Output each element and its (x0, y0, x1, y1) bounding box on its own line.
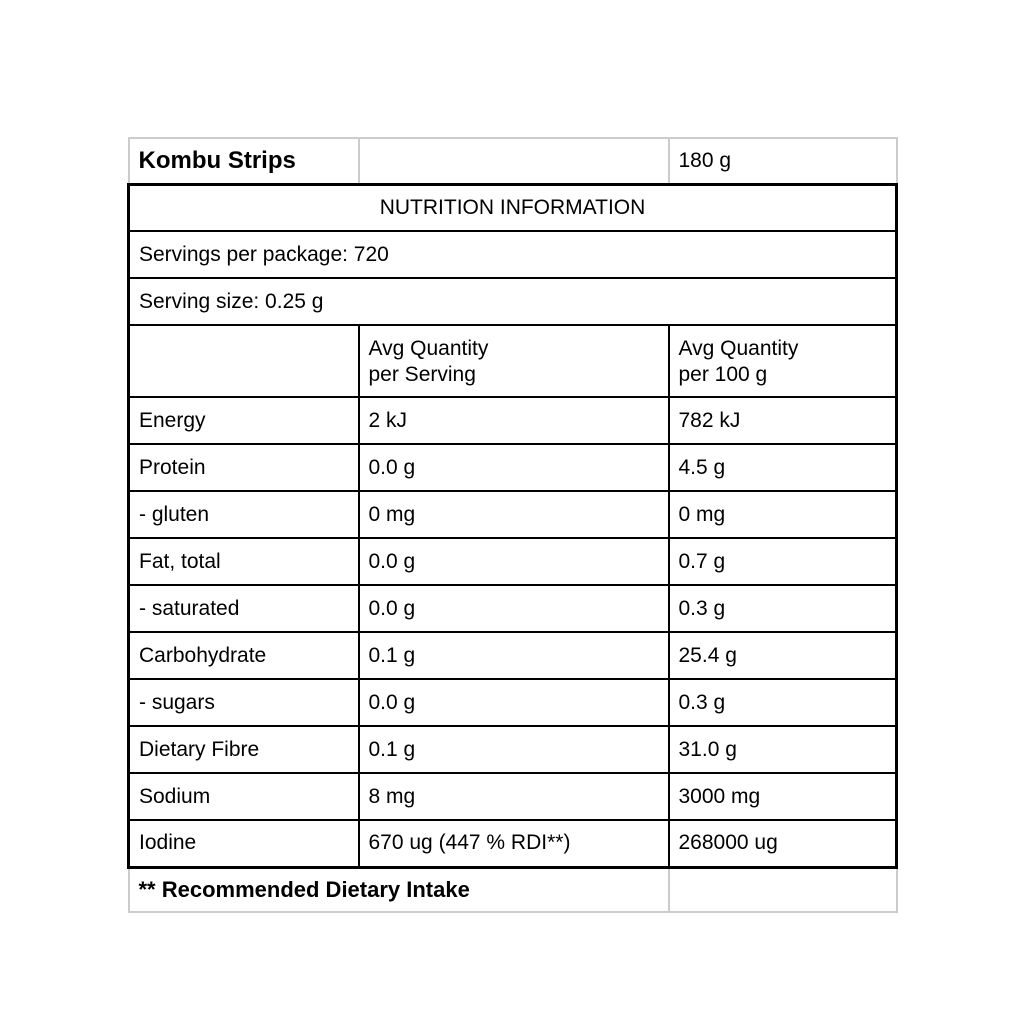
column-header-per-serving (359, 325, 669, 397)
column-header-per-100g (669, 325, 897, 397)
per-100g-cell: 25.4 g (669, 632, 897, 679)
per-serving-cell: 0.0 g (359, 679, 669, 726)
col-header-100g-line1: Avg Quantity (678, 337, 799, 361)
per-serving-cell: 2 kJ (359, 397, 669, 444)
serving-size-row (129, 278, 897, 325)
per-serving-cell: 670 ug (447 % RDI**) (359, 820, 669, 867)
table-row-energy (129, 397, 897, 444)
table-row-sugars (129, 679, 897, 726)
product-header-row (129, 138, 897, 184)
table-row-gluten (129, 491, 897, 538)
nutrient-label-cell: Protein (129, 444, 359, 491)
nutrient-label-cell: Dietary Fibre (129, 726, 359, 773)
nutrition-table (127, 137, 898, 913)
per-100g-cell: 0.3 g (669, 679, 897, 726)
nutrient-label-cell: Carbohydrate (129, 632, 359, 679)
footnote-empty-cell (669, 867, 897, 912)
serving-size: Serving size: 0.25 g (129, 278, 897, 325)
table-row-dietary-fibre (129, 726, 897, 773)
nutrient-label-cell: - gluten (129, 491, 359, 538)
col-header-100g-line2: per 100 g (678, 363, 768, 386)
per-serving-cell: 0.0 g (359, 444, 669, 491)
table-row-carbohydrate (129, 632, 897, 679)
column-header-empty-cell (129, 325, 359, 397)
nutrient-label-cell: - sugars (129, 679, 359, 726)
column-header-row (129, 325, 897, 397)
nutrient-label-cell: Sodium (129, 773, 359, 820)
nutrient-label-cell: Energy (129, 397, 359, 444)
product-name: Kombu Strips (129, 138, 359, 184)
table-row-protein (129, 444, 897, 491)
table-title-row (129, 184, 897, 231)
per-100g-cell: 3000 mg (669, 773, 897, 820)
per-100g-cell: 4.5 g (669, 444, 897, 491)
per-serving-cell: 0.0 g (359, 585, 669, 632)
per-serving-cell: 0.1 g (359, 632, 669, 679)
per-serving-cell: 0.1 g (359, 726, 669, 773)
product-weight: 180 g (669, 138, 897, 184)
per-100g-cell: 0 mg (669, 491, 897, 538)
nutrient-label-cell: Fat, total (129, 538, 359, 585)
per-serving-cell: 0 mg (359, 491, 669, 538)
per-100g-cell: 782 kJ (669, 397, 897, 444)
table-row-sodium (129, 773, 897, 820)
per-serving-cell: 0.0 g (359, 538, 669, 585)
table-row-saturated (129, 585, 897, 632)
table-row-fat-total (129, 538, 897, 585)
nutrient-label-cell: Iodine (129, 820, 359, 867)
col-header-serving-line2: per Serving (368, 363, 476, 386)
nutrient-label-cell: - saturated (129, 585, 359, 632)
footnote-text: ** Recommended Dietary Intake (129, 867, 669, 912)
per-100g-cell: 31.0 g (669, 726, 897, 773)
per-100g-cell: 0.7 g (669, 538, 897, 585)
table-title: NUTRITION INFORMATION (129, 184, 897, 231)
product-header-spacer-cell (359, 138, 669, 184)
per-100g-cell: 0.3 g (669, 585, 897, 632)
per-serving-cell: 8 mg (359, 773, 669, 820)
servings-row (129, 231, 897, 278)
nutrition-panel (127, 137, 895, 913)
per-100g-cell: 268000 ug (669, 820, 897, 867)
table-row-iodine (129, 820, 897, 867)
servings-per-package: Servings per package: 720 (129, 231, 897, 278)
col-header-serving-line1: Avg Quantity (368, 337, 489, 361)
footnote-row (129, 867, 897, 912)
